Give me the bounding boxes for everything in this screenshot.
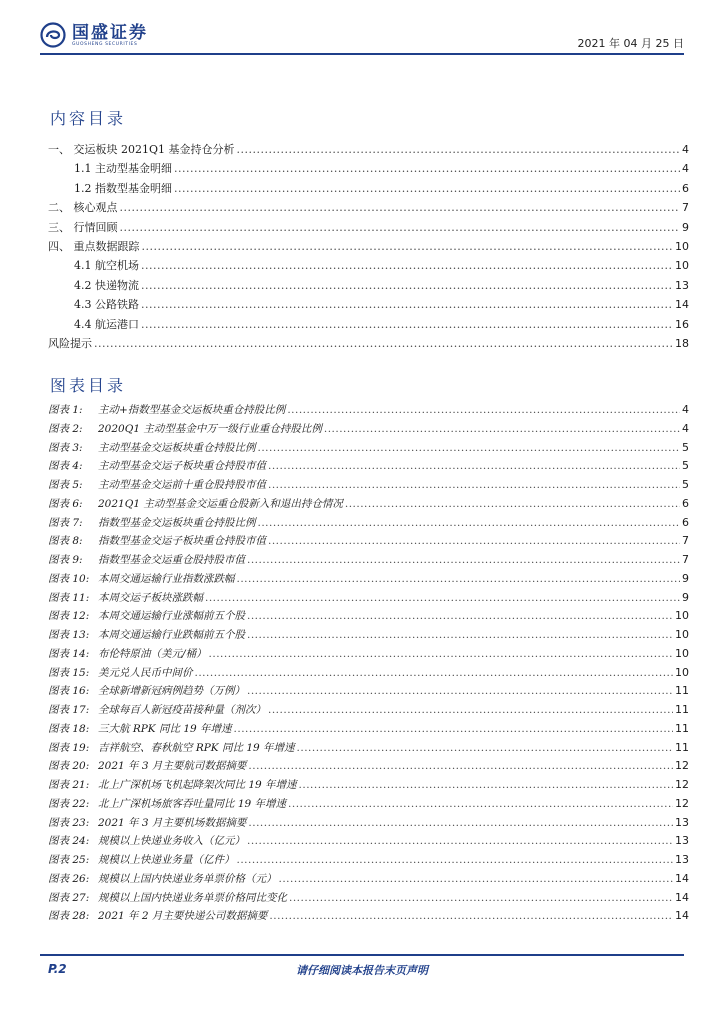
toc-leader-dots (94, 334, 673, 353)
figure-caption: 指数型基金交运重仓股持股市值 (98, 554, 245, 566)
figure-caption: 规模以上国内快递业务单票价格（元） (98, 872, 277, 885)
toc-leader-dots (279, 870, 674, 889)
figure-number: 图表 13: (48, 629, 90, 641)
toc-entry-page: 7 (682, 201, 689, 215)
figure-caption: 北上广深机场飞机起降架次同比 19 年增速 (98, 779, 297, 791)
figure-entry-label (48, 907, 267, 926)
figure-entry-label (48, 889, 287, 908)
figure-entry[interactable] (48, 757, 689, 776)
figure-entry-label (48, 739, 295, 758)
toc-leader-dots (247, 682, 673, 701)
figure-number: 图表 25: (48, 854, 90, 866)
figure-caption: 三大航 RPK 同比 19 年增速 (98, 722, 232, 735)
toc-leader-dots (268, 476, 680, 495)
disclaimer-note: 请仔细阅读本报告末页声明 (296, 964, 428, 977)
figure-number: 图表 7: (48, 516, 83, 529)
figure-number: 图表 5: (48, 479, 83, 491)
figure-entry-page: 12 (675, 796, 689, 810)
figure-entry-label (48, 795, 286, 814)
figure-entry-page: 7 (682, 534, 689, 548)
figure-entry-label (48, 401, 285, 420)
figure-caption: 2021Q1 主动型基金交运重仓股新入和退出持仓情况 (98, 497, 343, 510)
toc-entry[interactable] (48, 295, 689, 314)
figure-caption: 全球每百人新冠疫苗接种量（剂次） (98, 704, 266, 716)
figure-entry-page: 5 (682, 478, 689, 491)
figure-entry-label (48, 532, 266, 551)
toc-entry-label: 4.1 航空机场 (74, 259, 139, 273)
toc-leader-dots (269, 907, 673, 926)
toc-leader-dots (268, 457, 680, 476)
figure-entry[interactable] (48, 682, 689, 701)
toc-leader-dots (120, 198, 681, 217)
figure-caption: 指数型基金交运子板块重仓持股市值 (98, 535, 266, 548)
figure-entry[interactable] (48, 626, 689, 645)
figure-number: 图表 20: (48, 760, 90, 773)
toc-leader-dots (174, 159, 680, 178)
figure-number: 图表 21: (48, 779, 90, 791)
figure-entry-label (48, 626, 245, 645)
figure-caption: 全球新增新冠病例趋势（万例） (98, 685, 245, 698)
figure-entry[interactable] (48, 814, 689, 833)
figure-entry[interactable] (48, 907, 689, 926)
toc-leader-dots (142, 237, 674, 256)
brand-name: 国盛证券 (72, 22, 148, 43)
figure-entry-page: 13 (675, 853, 689, 866)
figure-number: 图表 19: (48, 741, 90, 754)
figure-number: 图表 17: (48, 704, 90, 716)
company-logo-icon (40, 22, 66, 48)
figure-number: 图表 4: (48, 460, 83, 473)
figure-caption: 规模以上快递业务收入（亿元） (98, 835, 245, 848)
figure-list-title: 图表目录 (50, 376, 127, 395)
toc-leader-dots (247, 832, 673, 851)
figure-entry-label (48, 645, 207, 664)
toc-leader-dots (248, 814, 673, 833)
figure-caption: 2021 年 2 月主要快递公司数据摘要 (98, 910, 268, 923)
toc-title: 内容目录 (50, 109, 127, 128)
figure-entry-page: 12 (675, 759, 689, 773)
toc-leader-dots (288, 795, 673, 814)
figure-entry-label (48, 682, 245, 701)
figure-entry[interactable] (48, 889, 689, 908)
figure-entry-page: 10 (675, 646, 689, 660)
figure-entry[interactable] (48, 701, 689, 720)
toc-entry[interactable] (48, 237, 689, 256)
figure-caption: 美元兑人民币中间价 (98, 666, 193, 679)
figure-number: 图表 10: (48, 572, 90, 585)
toc-leader-dots (289, 889, 673, 908)
toc-leader-dots (324, 420, 680, 439)
figure-number: 图表 12: (48, 610, 90, 623)
figure-entry[interactable] (48, 870, 689, 889)
figure-entry-label (48, 870, 277, 889)
figure-entry[interactable] (48, 570, 689, 589)
toc-leader-dots (247, 626, 673, 645)
figure-entry-page: 10 (675, 665, 689, 679)
toc-leader-dots (234, 720, 673, 739)
figure-entry-label (48, 570, 235, 589)
figure-number: 图表 28: (48, 910, 90, 923)
toc-leader-dots (209, 645, 673, 664)
figure-entry[interactable] (48, 776, 689, 795)
figure-entry[interactable] (48, 589, 689, 608)
toc-entry[interactable] (48, 334, 689, 353)
figure-entry-label (48, 607, 245, 626)
report-date: 2021 年 04 月 25 日 (577, 37, 684, 50)
toc-entry-label: 1.2 指数型基金明细 (74, 181, 172, 195)
figure-entry-page: 6 (682, 515, 689, 529)
toc-leader-dots (120, 218, 681, 237)
toc-entry[interactable] (48, 159, 689, 178)
figure-entry-page: 13 (675, 834, 689, 848)
toc-entry-page: 10 (675, 239, 689, 253)
figure-entry-label (48, 757, 246, 776)
figure-caption: 主动型基金交运前十重仓股持股市值 (98, 479, 266, 491)
figure-entry[interactable] (48, 720, 689, 739)
toc-leader-dots (237, 570, 681, 589)
figure-entry-label (48, 589, 203, 608)
figure-caption: 北上广深机场旅客吞吐量同比 19 年增速 (98, 797, 287, 810)
figure-number: 图表 22: (48, 797, 90, 810)
figure-caption: 2021 年 3 月主要机场数据摘要 (98, 816, 247, 829)
toc-leader-dots (237, 140, 681, 159)
figure-caption: 本周交通运输行业指数涨跌幅 (98, 572, 235, 585)
figure-entry[interactable] (48, 607, 689, 626)
figure-entry-page: 5 (682, 459, 689, 473)
figure-entry-label (48, 476, 266, 495)
figure-caption: 2021 年 3 月主要航司数据摘要 (98, 760, 247, 773)
toc-leader-dots (141, 256, 673, 275)
figure-entry-page: 4 (682, 403, 689, 416)
toc-entry[interactable] (48, 276, 689, 295)
toc-leader-dots (195, 664, 674, 683)
toc-leader-dots (258, 439, 681, 458)
figure-number: 图表 16: (48, 685, 90, 698)
figure-entry-page: 12 (675, 778, 689, 791)
figure-entry-label (48, 701, 266, 720)
figure-entry[interactable] (48, 457, 689, 476)
figure-entry[interactable] (48, 795, 689, 814)
figure-entry[interactable] (48, 551, 689, 570)
figure-number: 图表 26: (48, 872, 90, 885)
figure-list (48, 401, 689, 926)
figure-number: 图表 24: (48, 835, 90, 848)
figure-entry[interactable] (48, 851, 689, 870)
toc-entry-label: 一、 交运板块 2021Q1 基金持仓分析 (48, 143, 235, 156)
toc-entry[interactable] (48, 315, 689, 334)
toc-leader-dots (248, 757, 673, 776)
figure-number: 图表 2: (48, 422, 83, 435)
figure-entry[interactable] (48, 420, 689, 439)
toc-leader-dots (299, 776, 673, 795)
figure-entry-label (48, 457, 266, 476)
figure-number: 图表 27: (48, 891, 90, 904)
toc-entry-label: 三、 行情回顾 (48, 220, 118, 234)
figure-caption: 主动+指数型基金交运板块重仓持股比例 (98, 404, 286, 416)
toc-entry-page: 16 (675, 317, 689, 331)
figure-entry[interactable] (48, 739, 689, 758)
toc-entry-label: 4.3 公路铁路 (74, 298, 139, 312)
figure-entry-page: 5 (682, 440, 689, 454)
toc-leader-dots (174, 179, 680, 198)
figure-entry-label (48, 776, 297, 795)
figure-number: 图表 11: (48, 591, 90, 604)
toc-entry-page: 9 (682, 220, 689, 234)
figure-entry-page: 10 (675, 609, 689, 623)
table-of-contents (48, 140, 689, 353)
figure-entry-label (48, 514, 256, 533)
figure-caption: 吉祥航空、春秋航空 RPK 同比 19 年增速 (98, 741, 295, 754)
figure-entry-page: 9 (682, 571, 689, 585)
figure-entry-page: 11 (675, 721, 689, 735)
figure-entry[interactable] (48, 532, 689, 551)
figure-entry-label (48, 720, 232, 739)
toc-leader-dots (237, 851, 674, 870)
toc-entry-label: 4.2 快递物流 (74, 278, 139, 292)
figure-caption: 主动型基金交运板块重仓持股比例 (98, 441, 256, 454)
toc-entry-page: 10 (675, 259, 689, 273)
figure-number: 图表 15: (48, 666, 90, 679)
toc-leader-dots (287, 401, 680, 420)
toc-leader-dots (205, 589, 680, 608)
figure-entry[interactable] (48, 476, 689, 495)
figure-entry-page: 6 (682, 496, 689, 510)
figure-caption: 规模以上快递业务量（亿件） (98, 854, 235, 866)
figure-caption: 指数型基金交运板块重仓持股比例 (98, 516, 256, 529)
figure-number: 图表 8: (48, 535, 83, 548)
figure-entry-label (48, 851, 235, 870)
toc-entry-label: 二、 核心观点 (48, 201, 118, 215)
figure-entry[interactable] (48, 832, 689, 851)
figure-caption: 本周交运子板块涨跌幅 (98, 591, 203, 604)
figure-number: 图表 1: (48, 404, 83, 416)
toc-leader-dots (247, 607, 673, 626)
figure-caption: 主动型基金交运子板块重仓持股市值 (98, 460, 266, 473)
figure-number: 图表 6: (48, 497, 83, 510)
figure-entry-label (48, 439, 256, 458)
figure-entry[interactable] (48, 495, 689, 514)
toc-leader-dots (141, 315, 673, 334)
toc-entry-page: 13 (675, 278, 689, 292)
toc-leader-dots (247, 551, 680, 570)
figure-entry-page: 11 (675, 703, 689, 716)
brand-name-en: GUOSHENG SECURITIES (72, 41, 138, 47)
figure-entry[interactable] (48, 664, 689, 683)
toc-leader-dots (345, 495, 680, 514)
figure-entry-page: 11 (675, 740, 689, 754)
figure-entry[interactable] (48, 439, 689, 458)
toc-leader-dots (141, 295, 673, 314)
figure-number: 图表 3: (48, 441, 83, 454)
figure-entry-page: 11 (675, 684, 689, 698)
page-header (0, 0, 724, 60)
figure-entry-label (48, 551, 245, 570)
toc-entry-page: 14 (675, 298, 689, 312)
header-divider (40, 53, 684, 55)
figure-entry-label (48, 664, 193, 683)
toc-entry-label: 4.4 航运港口 (74, 317, 139, 331)
figure-caption: 本周交通运输行业跌幅前五个股 (98, 629, 245, 641)
figure-number: 图表 14: (48, 647, 90, 660)
figure-number: 图表 9: (48, 554, 83, 566)
figure-number: 图表 23: (48, 816, 90, 829)
figure-caption: 布伦特原油（美元/桶） (98, 647, 207, 660)
figure-entry-label (48, 814, 246, 833)
toc-entry[interactable] (48, 256, 689, 275)
figure-entry-page: 14 (675, 871, 689, 885)
toc-leader-dots (268, 701, 673, 720)
figure-caption: 本周交通运输行业涨幅前五个股 (98, 610, 245, 623)
figure-caption: 2020Q1 主动型基金中万一级行业重仓持股比例 (98, 422, 322, 435)
figure-entry-page: 14 (675, 909, 689, 923)
toc-leader-dots (141, 276, 673, 295)
page-number: P.2 (48, 962, 67, 976)
figure-entry-page: 9 (682, 590, 689, 604)
toc-leader-dots (297, 739, 673, 758)
figure-entry-page: 13 (675, 815, 689, 829)
figure-entry[interactable] (48, 645, 689, 664)
figure-entry-page: 7 (682, 553, 689, 566)
toc-leader-dots (268, 532, 680, 551)
toc-entry[interactable] (48, 140, 689, 159)
figure-entry[interactable] (48, 401, 689, 420)
footer-divider (40, 954, 684, 956)
figure-entry-label (48, 495, 343, 514)
toc-entry-page: 4 (682, 143, 689, 156)
figure-entry-page: 14 (675, 890, 689, 904)
toc-entry-label: 1.1 主动型基金明细 (74, 162, 172, 176)
figure-entry-label (48, 420, 322, 439)
figure-entry[interactable] (48, 514, 689, 533)
toc-entry[interactable] (48, 218, 689, 237)
figure-entry-page: 4 (682, 421, 689, 435)
figure-entry-page: 10 (675, 628, 689, 641)
toc-entry[interactable] (48, 179, 689, 198)
toc-entry-label: 四、 重点数据跟踪 (48, 239, 140, 253)
toc-entry-page: 6 (682, 181, 689, 195)
toc-leader-dots (258, 514, 681, 533)
figure-entry-label (48, 832, 245, 851)
figure-caption: 规模以上国内快递业务单票价格同比变化 (98, 891, 287, 904)
toc-entry-page: 18 (675, 336, 689, 350)
toc-entry-label: 风险提示 (48, 336, 92, 350)
toc-entry[interactable] (48, 198, 689, 217)
toc-entry-page: 4 (682, 162, 689, 176)
company-logo (40, 22, 148, 48)
figure-number: 图表 18: (48, 722, 90, 735)
